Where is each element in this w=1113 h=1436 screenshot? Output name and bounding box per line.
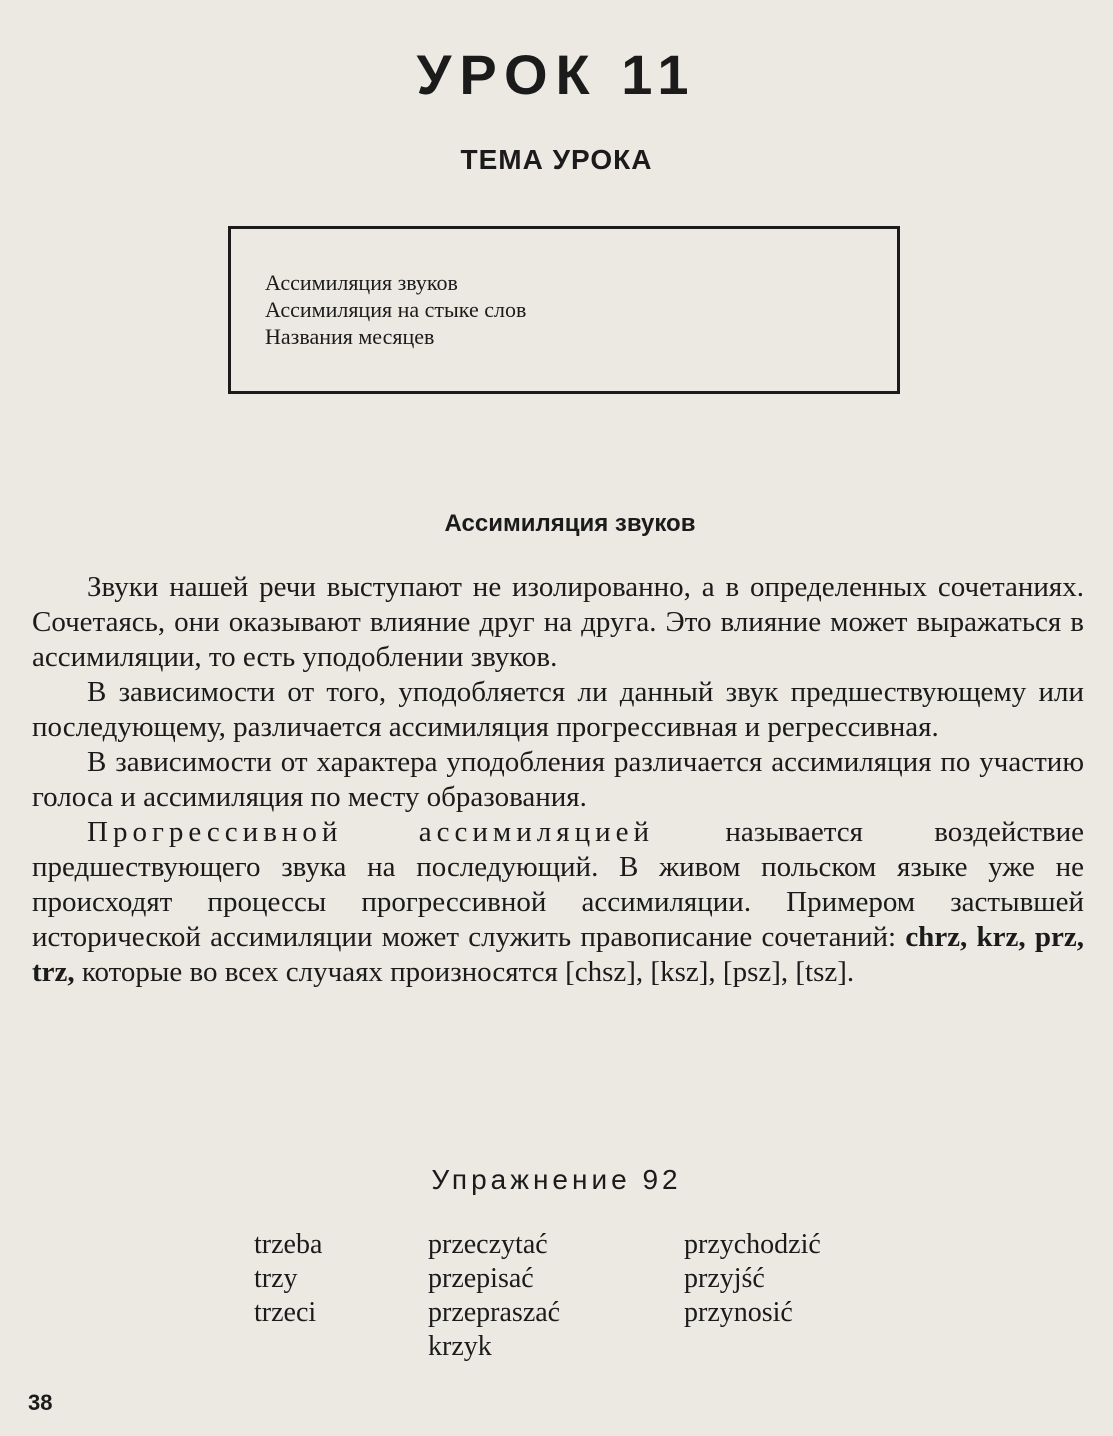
exercise-word: przepraszać bbox=[428, 1297, 561, 1328]
page-number: 38 bbox=[28, 1390, 53, 1415]
exercise-word: trzeba bbox=[254, 1229, 323, 1260]
section-body bbox=[32, 570, 1084, 990]
exercise-word: przyjść bbox=[684, 1263, 765, 1294]
topic-list bbox=[265, 269, 526, 350]
paragraph-text: называется воздействие предшествующего звука на последующий. В живом польском языке уже не происходят процессы прогрессивной ассимиляции. Примером застывшей исторической ассимиляции может служить правописание сочетаний: bbox=[32, 816, 1085, 953]
spaced-term: Прогрессивной ассимиляцией bbox=[87, 816, 655, 848]
exercise-word: przychodzić bbox=[684, 1229, 821, 1260]
lesson-topics-box bbox=[228, 226, 900, 394]
topic-item: Названия месяцев bbox=[265, 324, 435, 349]
lesson-title: УРОК 11 bbox=[416, 43, 697, 106]
paragraph bbox=[32, 815, 1084, 990]
paragraph: В зависимости от того, уподобляется ли данный звук предшествующему или последующему, различается ассимиляция прогрессивная и регрессивная. bbox=[32, 676, 1084, 743]
lesson-subtitle: ТЕМА УРОКА bbox=[460, 144, 653, 175]
exercise-word: krzyk bbox=[428, 1331, 492, 1362]
topic-item: Ассимиляция на стыке слов bbox=[265, 297, 527, 322]
exercise-word-column bbox=[684, 1228, 821, 1330]
exercise-title: Упражнение 92 bbox=[431, 1164, 682, 1195]
exercise-word-column bbox=[254, 1228, 322, 1330]
paragraph-text-end: которые во всех случаях произносятся [chsz], [ksz], [psz], [tsz]. bbox=[74, 956, 855, 988]
topic-item: Ассимиляция звуков bbox=[265, 270, 458, 295]
exercise-word: trzeci bbox=[254, 1297, 317, 1328]
paragraph: Звуки нашей речи выступают не изолированно, а в определенных сочетаниях. Сочетаясь, они оказывают влияние друг на друга. Это влияние может выражаться в ассимиляции, то есть уподоблении звуков. bbox=[32, 571, 1084, 673]
paragraph: В зависимости от характера уподобления различается ассимиляция по участию голоса и ассимиляция по месту образования. bbox=[32, 746, 1084, 813]
exercise-word: przynosić bbox=[684, 1297, 793, 1328]
section-heading: Ассимиляция звуков bbox=[444, 510, 696, 537]
exercise-word: trzy bbox=[254, 1263, 298, 1294]
letter-combinations: chrz, krz, prz, trz, bbox=[32, 921, 1084, 988]
exercise-word: przepisać bbox=[428, 1263, 534, 1294]
exercise-word: przeczytać bbox=[428, 1229, 548, 1260]
exercise-word-column bbox=[428, 1228, 560, 1364]
